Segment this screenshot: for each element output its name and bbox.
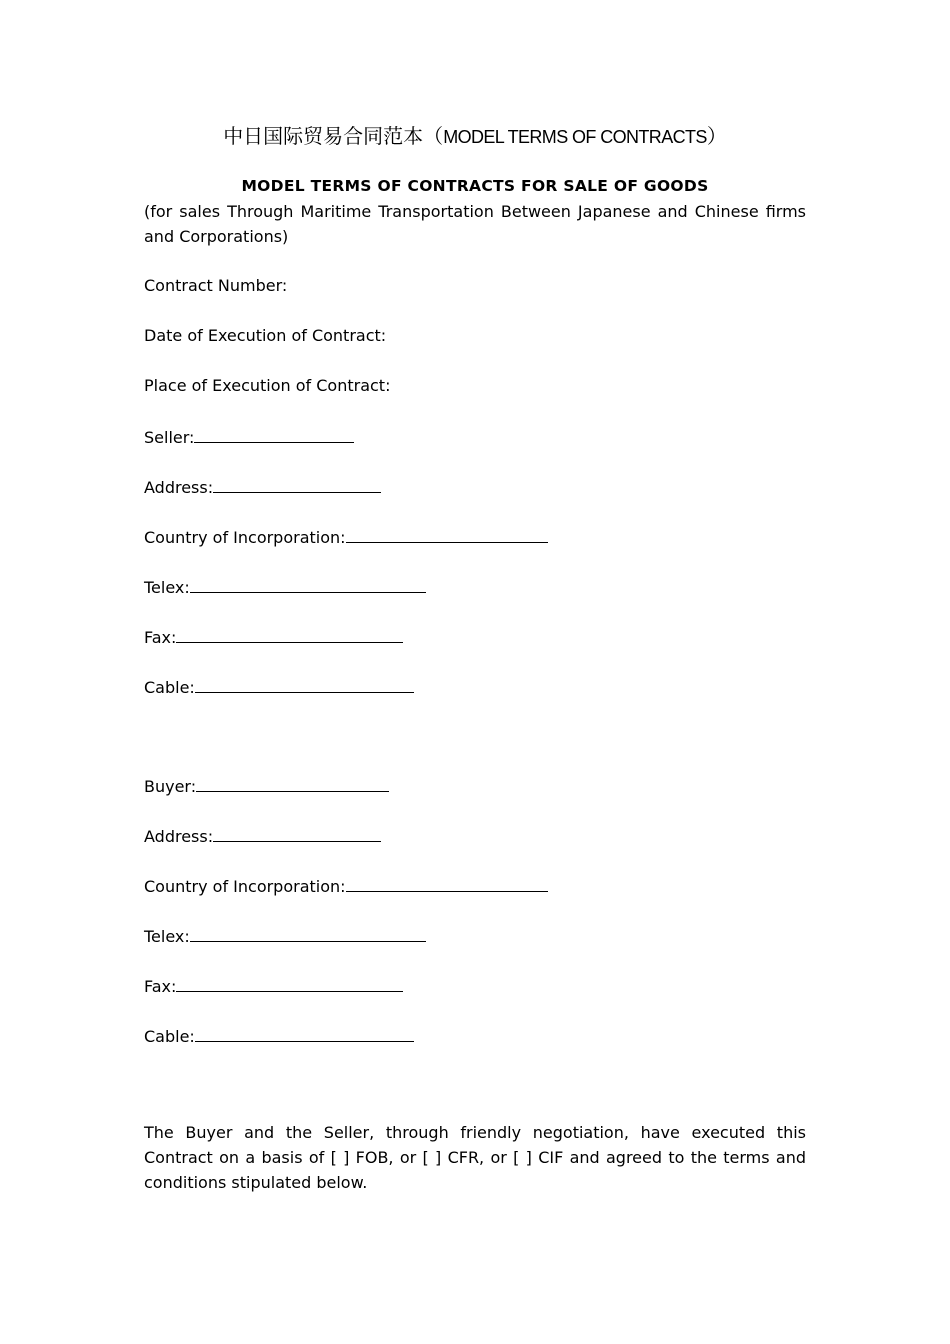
- seller-telex-label: Telex:: [144, 578, 190, 597]
- buyer-telex-blank[interactable]: [190, 924, 426, 942]
- buyer-country-label: Country of Incorporation:: [144, 877, 346, 896]
- seller-cable-field: [144, 675, 414, 699]
- intro-paragraph: (for sales Through Maritime Transportation Between Japanese and Chinese firms and Corporations): [144, 202, 806, 246]
- buyer-fax-label: Fax:: [144, 977, 177, 996]
- buyer-telex-label: Telex:: [144, 927, 190, 946]
- seller-fax-field: [144, 625, 403, 649]
- seller-address-blank[interactable]: [213, 475, 381, 493]
- buyer-cable-blank[interactable]: [195, 1024, 414, 1042]
- title-english: MODEL TERMS OF CONTRACTS: [443, 127, 707, 147]
- buyer-blank[interactable]: [196, 774, 389, 792]
- buyer-country-blank[interactable]: [346, 874, 548, 892]
- seller-country-field: [144, 525, 548, 549]
- seller-field: [144, 425, 354, 449]
- buyer-fax-field: [144, 974, 403, 998]
- buyer-field: [144, 774, 389, 798]
- execution-place-label: Place of Execution of Contract:: [144, 376, 391, 395]
- buyer-address-label: Address:: [144, 827, 214, 846]
- document-subtitle: MODEL TERMS OF CONTRACTS FOR SALE OF GOODS: [241, 177, 709, 195]
- closing-paragraph: The Buyer and the Seller, through friendly negotiation, have executed this Contract on a basis of [ ] FOB, or [ ] CFR, or [ ] CIF and agreed to the terms and conditions stipulated below.: [144, 1123, 806, 1192]
- buyer-address-field: [144, 824, 381, 848]
- buyer-telex-field: [144, 924, 426, 948]
- seller-cable-label: Cable:: [144, 678, 195, 697]
- buyer-fax-blank[interactable]: [176, 974, 403, 992]
- seller-telex-blank[interactable]: [190, 575, 426, 593]
- title-chinese: 中日国际贸易合同范本（: [223, 124, 444, 148]
- seller-telex-field: [144, 575, 426, 599]
- seller-fax-label: Fax:: [144, 628, 177, 647]
- seller-fax-blank[interactable]: [176, 625, 403, 643]
- seller-blank[interactable]: [194, 425, 354, 443]
- buyer-label: Buyer:: [144, 777, 197, 796]
- contract-number-label: Contract Number:: [144, 276, 288, 295]
- seller-cable-blank[interactable]: [195, 675, 414, 693]
- seller-address-label: Address:: [144, 478, 214, 497]
- document-title: [0, 122, 950, 151]
- seller-address-field: [144, 475, 381, 499]
- seller-country-blank[interactable]: [346, 525, 548, 543]
- seller-label: Seller:: [144, 428, 195, 447]
- title-close-paren: ）: [706, 124, 727, 148]
- buyer-country-field: [144, 874, 548, 898]
- seller-country-label: Country of Incorporation:: [144, 528, 346, 547]
- buyer-address-blank[interactable]: [213, 824, 381, 842]
- buyer-cable-field: [144, 1024, 414, 1048]
- buyer-cable-label: Cable:: [144, 1027, 195, 1046]
- execution-date-label: Date of Execution of Contract:: [144, 326, 387, 345]
